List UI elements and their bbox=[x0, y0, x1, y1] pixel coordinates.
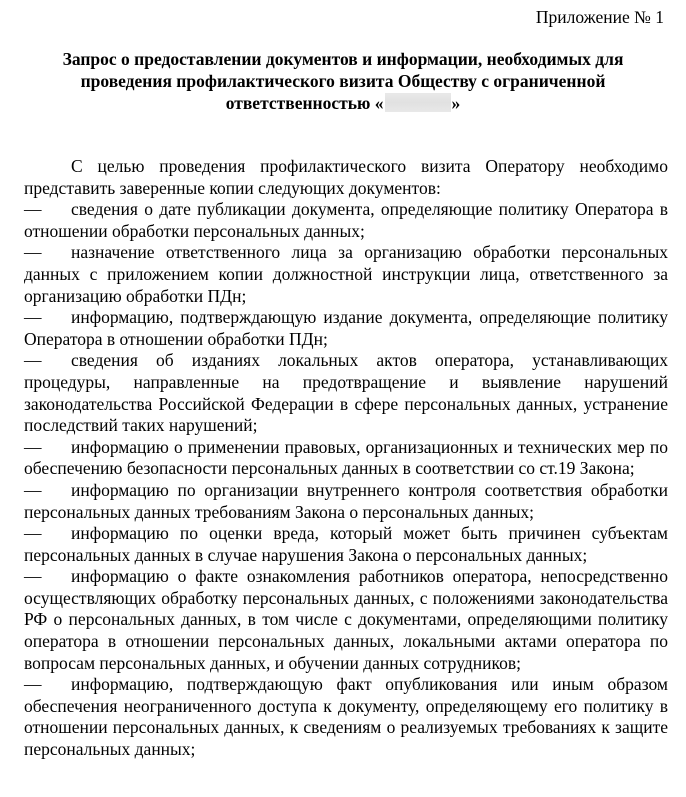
list-item-text: информацию о применении правовых, организационных и технических мер по обеспечению безопасности персональных данных в соответствии со ст.19 Закона; bbox=[24, 436, 668, 479]
list-item-text: сведения об изданиях локальных актов оператора, устанавливающих процедуры, направленные на предотвращение и выявление нарушений законодательства Российской Федерации в сфере персональных данных, устранение последствий таких нарушений; bbox=[24, 350, 668, 436]
title-text: Запрос о предоставлении документов и информации, необходимых для проведения профилактического визита Обществу с ограниченной ответственностью « bbox=[62, 49, 624, 113]
list-item bbox=[24, 350, 668, 436]
intro-paragraph: С целью проведения профилактического визита Оператору необходимо представить заверенные копии следующих документов: bbox=[24, 156, 668, 198]
list-item bbox=[24, 566, 668, 674]
appendix-label: Приложение № 1 bbox=[535, 7, 664, 27]
list-item bbox=[24, 480, 668, 523]
list-item bbox=[24, 523, 668, 566]
list-item bbox=[24, 242, 668, 307]
document-body bbox=[24, 156, 668, 761]
list-dash: — bbox=[24, 242, 42, 263]
list-item bbox=[24, 674, 668, 760]
document-title bbox=[30, 48, 656, 114]
list-dash: — bbox=[24, 350, 42, 371]
list-dash: — bbox=[24, 479, 42, 500]
list-dash: — bbox=[24, 436, 42, 457]
list-dash: — bbox=[24, 199, 42, 220]
list-item bbox=[24, 437, 668, 480]
list-item-text: информацию, подтверждающую издание документа, определяющие политику Оператора в отношении обработки ПДн; bbox=[24, 307, 668, 349]
redacted-company-name bbox=[385, 93, 451, 112]
list-item-text: информацию, подтверждающую факт опубликования или иным образом обеспечения неограниченного доступа к документу, определяющему его политику в отношении персональных данных, к сведениям о реализуемых требованиях к защите персональных данных; bbox=[24, 674, 668, 760]
list-item-text: назначение ответственного лица за организацию обработки персональных данных с приложением копии должностной инструкции лица, ответственного за организацию обработки ПДн; bbox=[24, 242, 668, 306]
list-dash: — bbox=[24, 523, 42, 544]
requirements-list bbox=[24, 199, 668, 760]
list-item-text: информацию о факте ознакомления работников оператора, непосредственно осуществляющих обработку персональных данных, с положениями законодательства РФ о персональных данных, в том числе с документами, определяющими политику оператора в отношении персональных данных, локальными актами оператора по вопросам персональных данных, и обучении данных сотрудников; bbox=[24, 566, 668, 673]
list-item bbox=[24, 199, 668, 242]
list-item-text: информацию по организации внутреннего контроля соответствия обработки персональных данных требованиям Закона о персональных данных; bbox=[24, 479, 668, 522]
list-dash: — bbox=[24, 307, 42, 328]
list-item-text: информацию по оценки вреда, который может быть причинен субъектам персональных данных в случае нарушения Закона о персональных данных; bbox=[24, 523, 668, 565]
list-item bbox=[24, 307, 668, 350]
list-item-text: сведения о дате публикации документа, определяющие политику Оператора в отношении обработки персональных данных; bbox=[24, 199, 668, 241]
list-dash: — bbox=[24, 566, 42, 587]
title-closing-quote: » bbox=[451, 93, 461, 113]
list-dash: — bbox=[24, 674, 42, 695]
